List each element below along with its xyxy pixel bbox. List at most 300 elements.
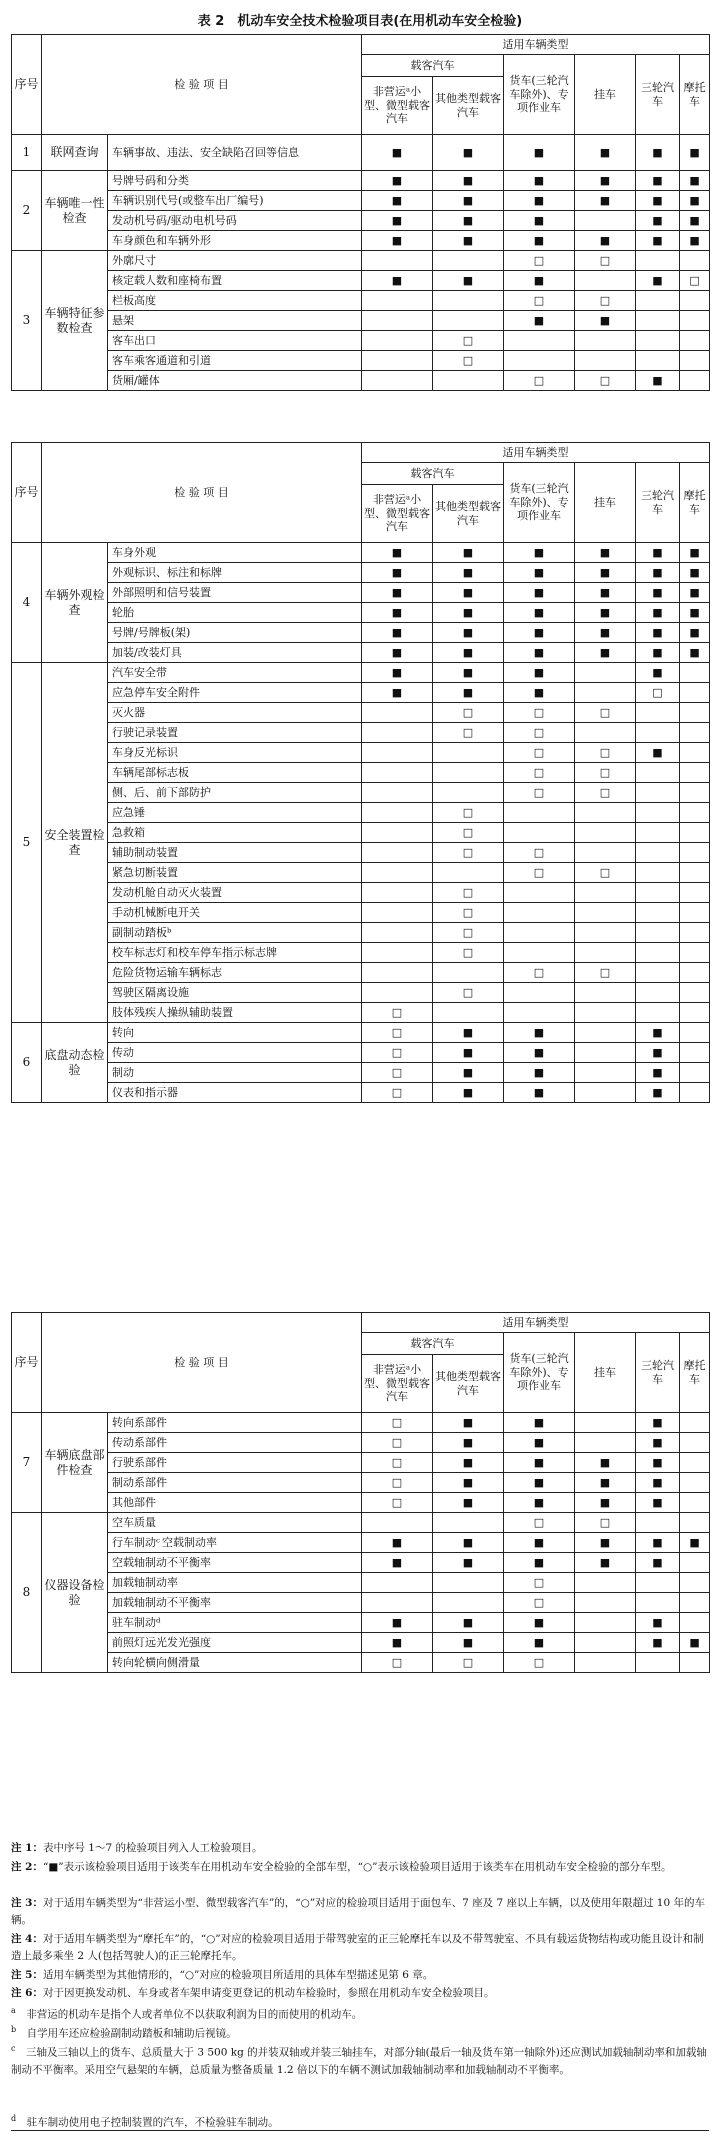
- row-mark: □: [504, 251, 575, 271]
- row-mark: ■: [433, 1493, 504, 1513]
- row-item: 车辆尾部标志板: [108, 763, 362, 783]
- row-mark: [575, 823, 636, 843]
- row-item: 号牌号码和分类: [108, 171, 362, 191]
- row-mark: [636, 823, 680, 843]
- row-mark: ■: [433, 1453, 504, 1473]
- footnote-c: $^c$ 三轴及三轴以上的货车、总质量大于 3 500 kg 的并装双轴或并装三轴挂车，对部分轴(最后一轴及货车第一轴除外)还应测试加载轴制动率和加载轴制动不平衡率。采用空气悬架的车辆，总质量为整备质量 1.2 倍以下的车辆不测试加载轴制动率和加载轴制动不平衡率。: [11, 2044, 707, 2076]
- row-mark: ■: [636, 583, 680, 603]
- row-mark: ■: [636, 1553, 680, 1573]
- row-mark: ■: [504, 171, 575, 191]
- row-mark: [504, 943, 575, 963]
- row-mark: [362, 983, 433, 1003]
- row-mark: [575, 883, 636, 903]
- row-mark: ■: [362, 171, 433, 191]
- row-mark: [362, 883, 433, 903]
- row-mark: [680, 1573, 710, 1593]
- row-mark: [362, 843, 433, 863]
- row-mark: □: [362, 1653, 433, 1673]
- table-row: [12, 903, 710, 923]
- row-mark: □: [362, 1083, 433, 1103]
- row-mark: ■: [504, 643, 575, 663]
- row-mark: [575, 351, 636, 371]
- row-mark: [636, 1653, 680, 1673]
- row-mark: ■: [433, 1473, 504, 1493]
- row-item: 车辆事故、违法、安全缺陷召回等信息: [108, 135, 362, 171]
- row-mark: [680, 683, 710, 703]
- header-passenger: 载客汽车: [362, 55, 504, 77]
- footnote-a: $^a$ 非营运的机动车是指个人或者单位不以获取利润为目的而使用的机动车。: [11, 2006, 363, 2021]
- row-mark: [636, 331, 680, 351]
- row-mark: ■: [433, 1613, 504, 1633]
- row-mark: ■: [433, 683, 504, 703]
- row-mark: ■: [504, 1633, 575, 1653]
- row-mark: [575, 211, 636, 231]
- table-row: [12, 1633, 710, 1653]
- row-seq: 2: [12, 171, 42, 251]
- row-mark: ■: [504, 1043, 575, 1063]
- inspection-table: [11, 1312, 710, 1673]
- row-mark: [362, 311, 433, 331]
- row-mark: [680, 923, 710, 943]
- row-mark: [433, 251, 504, 271]
- row-mark: ■: [680, 1633, 710, 1653]
- row-mark: [680, 723, 710, 743]
- row-mark: ■: [504, 1613, 575, 1633]
- row-mark: [362, 371, 433, 391]
- table-row: [12, 331, 710, 351]
- row-mark: [636, 251, 680, 271]
- row-mark: □: [504, 1513, 575, 1533]
- row-mark: ■: [680, 623, 710, 643]
- table-row: [12, 311, 710, 331]
- header-passenger: 载客汽车: [362, 1333, 504, 1355]
- row-mark: □: [575, 291, 636, 311]
- table-row: [12, 643, 710, 663]
- row-seq: 6: [12, 1023, 42, 1103]
- row-mark: □: [433, 331, 504, 351]
- row-mark: [433, 1573, 504, 1593]
- header-seq: 序号: [12, 1313, 42, 1413]
- row-mark: [680, 883, 710, 903]
- row-item: 发动机舱自动灭火装置: [108, 883, 362, 903]
- row-mark: [680, 1063, 710, 1083]
- header-col-0: 非营运ᵃ小型、微型载客汽车: [362, 77, 433, 135]
- row-item: 行驶记录装置: [108, 723, 362, 743]
- row-mark: ■: [636, 643, 680, 663]
- row-mark: [636, 903, 680, 923]
- table-row: [12, 963, 710, 983]
- row-mark: ■: [636, 135, 680, 171]
- row-mark: [680, 1453, 710, 1473]
- row-mark: [636, 311, 680, 331]
- table-row: [12, 1063, 710, 1083]
- row-mark: ■: [636, 1413, 680, 1433]
- row-mark: ■: [680, 583, 710, 603]
- header-col-1: 其他类型载客汽车: [433, 77, 504, 135]
- row-mark: □: [362, 1473, 433, 1493]
- note-1: 注 1：表中序号 1～7 的检验项目列入人工检验项目。: [11, 1842, 263, 1854]
- inspection-table-part-3: [11, 1312, 709, 1673]
- row-mark: ■: [362, 683, 433, 703]
- row-mark: ■: [575, 603, 636, 623]
- header-col-3: 挂车: [575, 55, 636, 135]
- row-mark: [636, 883, 680, 903]
- row-mark: □: [575, 251, 636, 271]
- row-mark: ■: [433, 603, 504, 623]
- row-mark: [680, 783, 710, 803]
- row-mark: □: [362, 1003, 433, 1023]
- row-mark: □: [433, 983, 504, 1003]
- table-row: [12, 823, 710, 843]
- row-mark: [504, 923, 575, 943]
- row-item: 应急停车安全附件: [108, 683, 362, 703]
- row-mark: □: [504, 1593, 575, 1613]
- row-mark: □: [575, 703, 636, 723]
- row-mark: ■: [433, 623, 504, 643]
- table-row: [12, 583, 710, 603]
- table-row: [12, 563, 710, 583]
- row-mark: [362, 903, 433, 923]
- header-col-2: 货车(三轮汽车除外)、专项作业车: [504, 1333, 575, 1413]
- row-mark: □: [575, 763, 636, 783]
- row-mark: [575, 1023, 636, 1043]
- row-mark: ■: [362, 643, 433, 663]
- row-mark: [433, 291, 504, 311]
- row-mark: □: [504, 291, 575, 311]
- table-title: 表 2 机动车安全技术检验项目表(在用机动车安全检验): [197, 14, 523, 29]
- row-mark: [433, 863, 504, 883]
- row-mark: ■: [636, 231, 680, 251]
- row-mark: ■: [636, 191, 680, 211]
- row-mark: [575, 663, 636, 683]
- row-mark: [636, 1003, 680, 1023]
- row-mark: ■: [362, 1553, 433, 1573]
- row-mark: [636, 843, 680, 863]
- table-row: [12, 291, 710, 311]
- row-item: 车身颜色和车辆外形: [108, 231, 362, 251]
- row-mark: □: [504, 743, 575, 763]
- row-mark: ■: [504, 135, 575, 171]
- row-mark: ■: [636, 663, 680, 683]
- row-mark: [680, 1083, 710, 1103]
- row-mark: □: [636, 683, 680, 703]
- table-row: [12, 1553, 710, 1573]
- table-row: [12, 1573, 710, 1593]
- row-mark: ■: [433, 1553, 504, 1573]
- table-row: [12, 943, 710, 963]
- row-mark: □: [504, 843, 575, 863]
- table-row: [12, 1003, 710, 1023]
- header-applicable: 适用车辆类型: [362, 35, 710, 55]
- header-col-4: 三轮汽车: [636, 1333, 680, 1413]
- row-mark: [636, 351, 680, 371]
- row-mark: [680, 743, 710, 763]
- header-col-4: 三轮汽车: [636, 55, 680, 135]
- header-item: 检 验 项 目: [42, 443, 362, 543]
- table-row: [12, 271, 710, 291]
- row-mark: [636, 783, 680, 803]
- row-seq: 3: [12, 251, 42, 391]
- row-mark: ■: [575, 1493, 636, 1513]
- row-mark: [504, 883, 575, 903]
- table-row: [12, 1613, 710, 1633]
- row-mark: [575, 803, 636, 823]
- row-mark: [636, 943, 680, 963]
- row-mark: [433, 763, 504, 783]
- table-row: [12, 603, 710, 623]
- row-seq: 8: [12, 1513, 42, 1673]
- row-mark: ■: [433, 171, 504, 191]
- row-mark: ■: [636, 1493, 680, 1513]
- row-mark: [575, 683, 636, 703]
- row-mark: ■: [636, 171, 680, 191]
- row-mark: ■: [680, 211, 710, 231]
- row-mark: □: [362, 1063, 433, 1083]
- row-mark: ■: [504, 1413, 575, 1433]
- table-row: [12, 1433, 710, 1453]
- inspection-table-part-2: [11, 442, 709, 1103]
- row-mark: ■: [362, 1533, 433, 1553]
- row-mark: ■: [504, 311, 575, 331]
- row-item: 车身反光标识: [108, 743, 362, 763]
- row-item: 加载轴制动不平衡率: [108, 1593, 362, 1613]
- row-mark: [362, 703, 433, 723]
- row-mark: □: [504, 1653, 575, 1673]
- row-item: 危险货物运输车辆标志: [108, 963, 362, 983]
- row-mark: [680, 311, 710, 331]
- row-mark: [575, 1653, 636, 1673]
- row-mark: ■: [504, 231, 575, 251]
- inspection-table-part-1: [11, 34, 709, 391]
- inspection-table: [11, 34, 710, 391]
- row-item: 核定载人数和座椅布置: [108, 271, 362, 291]
- row-mark: ■: [636, 1023, 680, 1043]
- header-col-2: 货车(三轮汽车除外)、专项作业车: [504, 55, 575, 135]
- row-mark: [636, 763, 680, 783]
- row-mark: [362, 943, 433, 963]
- row-mark: □: [433, 803, 504, 823]
- header-col-4: 三轮汽车: [636, 463, 680, 543]
- row-mark: ■: [433, 1633, 504, 1653]
- row-mark: [680, 1413, 710, 1433]
- row-mark: [575, 923, 636, 943]
- footnote-d: $^d$ 驻车制动使用电子控制装置的汽车，不检验驻车制动。: [11, 2114, 279, 2129]
- row-mark: ■: [362, 1613, 433, 1633]
- row-item: 前照灯远光发光强度: [108, 1633, 362, 1653]
- row-mark: [636, 863, 680, 883]
- table-row: [12, 543, 710, 563]
- row-mark: ■: [504, 1553, 575, 1573]
- row-item: 车辆识别代号(或整车出厂编号): [108, 191, 362, 211]
- row-item: 肢体残疾人操纵辅助装置: [108, 1003, 362, 1023]
- row-mark: [575, 943, 636, 963]
- header-col-1: 其他类型载客汽车: [433, 485, 504, 543]
- row-mark: ■: [575, 191, 636, 211]
- table-row: [12, 1473, 710, 1493]
- row-mark: □: [433, 883, 504, 903]
- row-item: 转向系部件: [108, 1413, 362, 1433]
- row-mark: [362, 1593, 433, 1613]
- row-mark: [680, 1023, 710, 1043]
- header-item: 检 验 项 目: [42, 35, 362, 135]
- table-row: [12, 1533, 710, 1553]
- row-item: 驾驶区隔离设施: [108, 983, 362, 1003]
- row-mark: [680, 803, 710, 823]
- row-mark: ■: [504, 583, 575, 603]
- row-item: 灭火器: [108, 703, 362, 723]
- row-mark: ■: [680, 543, 710, 563]
- row-mark: [362, 823, 433, 843]
- notes-block: [11, 1840, 709, 2131]
- header-seq: 序号: [12, 35, 42, 135]
- row-mark: [362, 863, 433, 883]
- header-col-1: 其他类型载客汽车: [433, 1355, 504, 1413]
- row-mark: ■: [433, 191, 504, 211]
- row-mark: [636, 983, 680, 1003]
- row-mark: ■: [636, 211, 680, 231]
- row-mark: ■: [575, 563, 636, 583]
- row-item: 行车制动ᶜ 空载制动率: [108, 1533, 362, 1553]
- row-mark: □: [575, 743, 636, 763]
- table-row: [12, 683, 710, 703]
- row-mark: ■: [362, 583, 433, 603]
- row-mark: [504, 331, 575, 351]
- row-mark: ■: [433, 563, 504, 583]
- table-row: [12, 1593, 710, 1613]
- inspection-table: [11, 442, 710, 1103]
- row-mark: ■: [362, 563, 433, 583]
- row-item: 手动机械断电开关: [108, 903, 362, 923]
- row-mark: □: [433, 351, 504, 371]
- row-mark: [680, 983, 710, 1003]
- row-item: 转向: [108, 1023, 362, 1043]
- row-seq: 1: [12, 135, 42, 171]
- row-mark: ■: [504, 211, 575, 231]
- row-item: 辅助制动装置: [108, 843, 362, 863]
- row-mark: ■: [433, 211, 504, 231]
- row-mark: [575, 1063, 636, 1083]
- row-mark: ■: [575, 135, 636, 171]
- header-seq: 序号: [12, 443, 42, 543]
- row-mark: ■: [504, 563, 575, 583]
- row-mark: [575, 331, 636, 351]
- row-mark: ■: [575, 1473, 636, 1493]
- row-item: 外廓尺寸: [108, 251, 362, 271]
- row-mark: □: [362, 1453, 433, 1473]
- row-mark: [636, 963, 680, 983]
- row-mark: [575, 1003, 636, 1023]
- table-row: [12, 191, 710, 211]
- row-mark: [433, 1003, 504, 1023]
- row-group-name: 底盘动态检验: [42, 1023, 108, 1103]
- table-row: [12, 723, 710, 743]
- row-mark: [636, 1513, 680, 1533]
- row-mark: [680, 371, 710, 391]
- row-item: 空载轴制动不平衡率: [108, 1553, 362, 1573]
- header-col-5: 摩托车: [680, 55, 710, 135]
- row-item: 外观标识、标注和标牌: [108, 563, 362, 583]
- row-mark: ■: [504, 623, 575, 643]
- note-3: 注 3：对于适用车辆类型为“非营运小型、微型载客汽车”的，“○”对应的检验项目适用于面包车、7 座及 7 座以上车辆，以及使用年限超过 10 年的车辆。: [11, 1897, 706, 1926]
- row-item: 货厢/罐体: [108, 371, 362, 391]
- row-mark: ■: [636, 1063, 680, 1083]
- row-item: 栏板高度: [108, 291, 362, 311]
- row-mark: ■: [504, 1493, 575, 1513]
- table-row: [12, 923, 710, 943]
- row-item: 应急锤: [108, 803, 362, 823]
- footnote-b: $^b$ 自学用车还应检验副制动踏板和辅助后视镜。: [11, 2025, 237, 2040]
- row-group-name: 车辆特征参数检查: [42, 251, 108, 391]
- row-mark: □: [575, 963, 636, 983]
- table-row: [12, 783, 710, 803]
- row-mark: ■: [680, 563, 710, 583]
- row-item: 传动: [108, 1043, 362, 1063]
- row-mark: □: [680, 271, 710, 291]
- note-4: 注 4：对于适用车辆类型为“摩托车”的，“○”对应的检验项目适用于带驾驶室的正三轮摩托车以及不带驾驶室、不具有载运货物结构或功能且设计和制造上最多乘坐 2 人(包括驾驶人)的正三轮摩托车。: [11, 1933, 704, 1962]
- row-mark: ■: [504, 271, 575, 291]
- row-seq: 5: [12, 663, 42, 1023]
- row-mark: ■: [362, 1633, 433, 1653]
- row-mark: ■: [504, 1063, 575, 1083]
- row-mark: [575, 723, 636, 743]
- row-item: 悬架: [108, 311, 362, 331]
- row-item: 校车标志灯和校车停车指示标志牌: [108, 943, 362, 963]
- row-mark: [575, 903, 636, 923]
- header-col-0: 非营运ᵃ小型、微型载客汽车: [362, 485, 433, 543]
- row-mark: [680, 903, 710, 923]
- row-mark: [362, 723, 433, 743]
- note-5: 注 5：适用车辆类型为其他情形的，“○”对应的检验项目所适用的具体车型描述见第 6 章。: [11, 1969, 434, 1981]
- row-mark: [575, 1593, 636, 1613]
- row-mark: [680, 1003, 710, 1023]
- row-mark: ■: [433, 271, 504, 291]
- row-mark: ■: [433, 1063, 504, 1083]
- header-col-3: 挂车: [575, 463, 636, 543]
- row-mark: ■: [636, 371, 680, 391]
- row-mark: [575, 983, 636, 1003]
- row-mark: □: [504, 703, 575, 723]
- row-mark: □: [433, 703, 504, 723]
- row-mark: ■: [680, 231, 710, 251]
- row-mark: ■: [680, 603, 710, 623]
- row-mark: [680, 663, 710, 683]
- table-row: [12, 1513, 710, 1533]
- row-mark: [504, 983, 575, 1003]
- row-mark: □: [362, 1493, 433, 1513]
- row-mark: □: [504, 863, 575, 883]
- row-mark: ■: [504, 603, 575, 623]
- row-mark: [680, 251, 710, 271]
- row-mark: ■: [362, 663, 433, 683]
- row-mark: ■: [504, 1433, 575, 1453]
- row-mark: □: [433, 903, 504, 923]
- table-row: [12, 1043, 710, 1063]
- row-mark: ■: [504, 1023, 575, 1043]
- row-mark: ■: [362, 135, 433, 171]
- table-row: [12, 763, 710, 783]
- row-item: 副制动踏板ᵇ: [108, 923, 362, 943]
- table-row: [12, 1023, 710, 1043]
- row-mark: ■: [636, 1083, 680, 1103]
- row-mark: [636, 723, 680, 743]
- row-item: 侧、后、前下部防护: [108, 783, 362, 803]
- row-mark: ■: [636, 623, 680, 643]
- row-mark: ■: [680, 171, 710, 191]
- row-mark: [680, 331, 710, 351]
- row-seq: 4: [12, 543, 42, 663]
- row-mark: ■: [575, 583, 636, 603]
- row-mark: [680, 351, 710, 371]
